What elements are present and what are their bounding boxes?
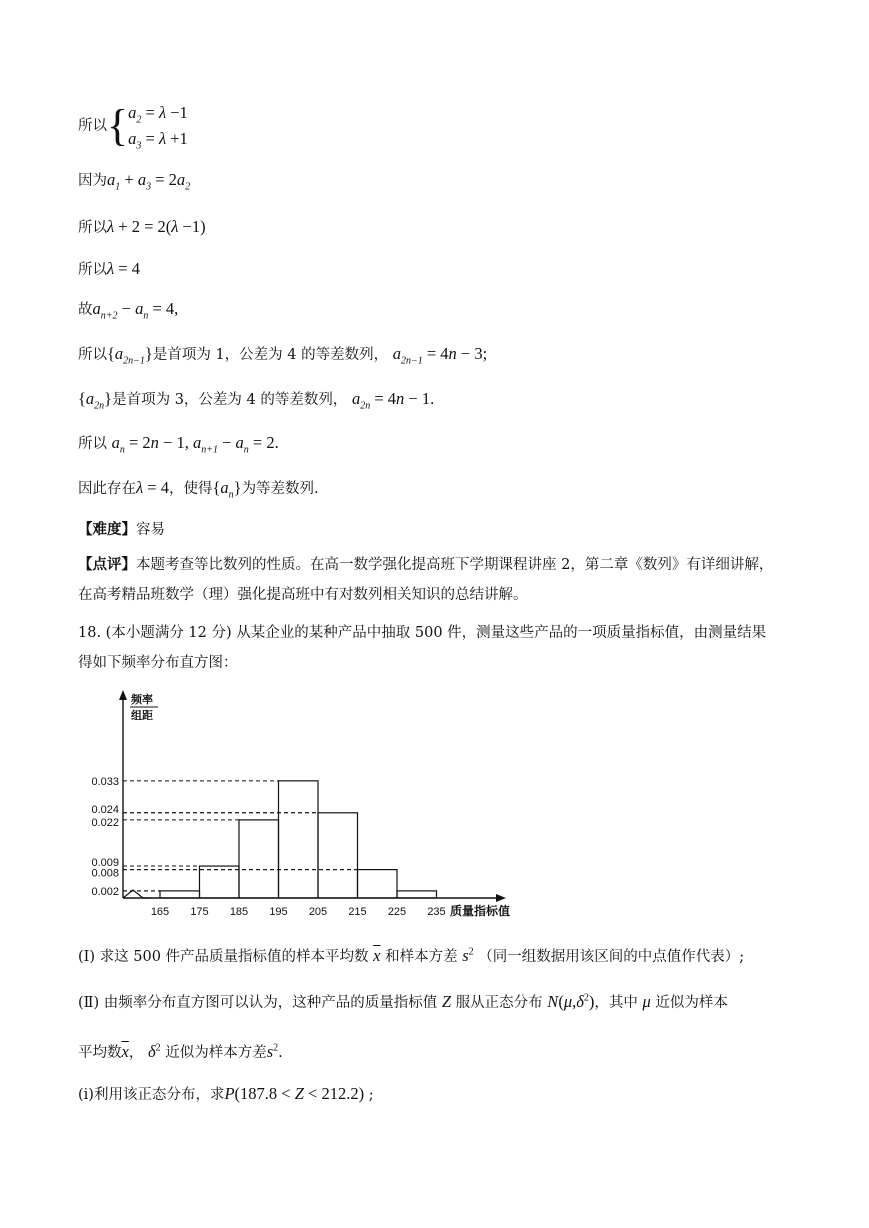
histogram-bar: [200, 866, 240, 898]
line-odd-seq: 所以$\{a_{2n-1}\}$是首项为 1，公差为 4 的等差数列， $a_{2n-1} = 4n - 3$;: [78, 344, 488, 367]
text-suoyi-2: 所以: [78, 220, 107, 236]
y-tick-label: 0.033: [91, 775, 119, 788]
x-tick-label: 235: [427, 906, 446, 918]
x-tick-label: 205: [308, 906, 328, 918]
comment-text-2: 在高考精品班数学（理）强化提高班中有对数列相关知识的总结讲解。: [78, 587, 528, 603]
difficulty-label: 【难度】: [78, 521, 136, 538]
difficulty-line: [78, 520, 165, 540]
text-gu: 故: [78, 302, 93, 318]
y-axis-arrow: [119, 690, 127, 700]
comment-block: [78, 550, 793, 610]
text-even-desc: 是首项为 3，公差为 4 的等差数列，: [112, 392, 348, 408]
text-suoyi-5: 所以: [78, 436, 107, 452]
y-tick-label: 0.002: [91, 885, 119, 898]
y-tick-label: 0.022: [91, 816, 119, 829]
part1-c: （同一组数据用该区间的中点值作代表）;: [478, 949, 745, 965]
line-conclusion: 因此存在λ = 4，使得$\{a_n\}$为等差数列.: [78, 478, 319, 501]
part2-a: (Ⅱ) 由频率分布直方图可以认为，这种产品的质量指标值: [78, 995, 438, 1011]
x-tick-label: 165: [150, 906, 170, 918]
text-conc-c: 为等差数列.: [241, 481, 319, 497]
system-line: 所以{$a_2 = \lambda -1$ $a_3 = \lambda +1$: [78, 101, 188, 152]
y-tick-label: 0.009: [91, 857, 119, 870]
part1-b: 和样本方差: [385, 949, 458, 965]
part-1: (Ⅰ) 求这 500 件产品质量指标值的样本平均数 $\overline{x}$ 和样本方差 $s^2$ （同一组数据用该区间的中点值作代表）;: [78, 946, 745, 965]
part2-g: 近似为样本方差: [165, 1045, 267, 1061]
line-even-seq: $\{a_{2n}\}$是首项为 3，公差为 4 的等差数列， $a_{2n} = 4n - 1$.: [78, 389, 435, 412]
part2-e: 平均数: [78, 1045, 122, 1061]
part-2-cont: 平均数$\overline{x}$， $\delta^2$ 近似为样本方差$s^2$.: [78, 1042, 283, 1061]
text-suoyi-3: 所以: [78, 262, 107, 278]
x-tick-label: 225: [387, 906, 407, 918]
histogram-bar: [358, 870, 398, 898]
histogram-bar: [279, 781, 319, 898]
line-diff: 故$a_{n+2} - a_n = 4$,: [78, 299, 179, 322]
line-lambda-4: 所以λ = 4: [78, 259, 140, 278]
difficulty-value: 容易: [136, 522, 165, 538]
histogram-bar: [160, 891, 200, 898]
line-lambda-eq: 所以λ + 2 = 2(λ −1): [78, 217, 206, 236]
q18-line-1: 18. (本小题满分 12 分) 从某企业的某种产品中抽取 500 件，测量这些产品的一项质量指标值，由测量结果: [78, 625, 767, 641]
text-suoyi: 所以: [78, 118, 107, 134]
part2-c: ，其中: [594, 995, 638, 1011]
x-tick-label: 185: [229, 906, 249, 918]
text-yinwei: 因为: [78, 173, 107, 189]
y-axis-label-top: 频率: [131, 694, 153, 706]
part3-a: (i)利用该正态分布，求: [78, 1087, 225, 1103]
x-tick-label: 195: [269, 906, 288, 918]
text-suoyi-4: 所以: [78, 347, 107, 363]
x-axis-label: 质量指标值: [450, 904, 511, 918]
frequency-histogram: [78, 686, 528, 934]
histogram-bar: [318, 813, 358, 898]
text-odd-desc: 是首项为 1，公差为 4 的等差数列，: [152, 347, 389, 363]
comment-text-1: 本题考查等比数列的性质。在高一数学强化提高班下学期课程讲座 2，第二章《数列》有详细讲解，: [136, 557, 774, 573]
part2-b: 服从正态分布: [455, 995, 543, 1011]
part3-b: ;: [368, 1087, 374, 1103]
histogram-bar: [239, 820, 279, 898]
question-18: [78, 618, 793, 678]
text-conc-a: 因此存在: [78, 481, 136, 497]
part2-d: 近似为样本: [655, 995, 728, 1011]
part-3: (i)利用该正态分布，求P(187.8 < Z < 212.2) ;: [78, 1084, 374, 1103]
histogram-bar: [397, 891, 437, 898]
part2-h: .: [278, 1045, 283, 1061]
line-an: 所以 $a_n = 2n - 1$, $a_{n+1} - a_n = 2$.: [78, 433, 279, 456]
x-tick-label: 175: [190, 906, 209, 918]
y-tick-label: 0.008: [91, 867, 119, 880]
q18-line-2: 得如下频率分布直方图：: [78, 655, 238, 671]
part2-f: ，: [128, 1045, 144, 1061]
part1-a: (Ⅰ) 求这 500 件产品质量指标值的样本平均数: [78, 949, 369, 965]
comment-label: 【点评】: [78, 556, 136, 573]
x-axis-arrow: [496, 894, 506, 902]
y-axis-label-bottom: 组距: [131, 710, 153, 722]
part-2: (Ⅱ) 由频率分布直方图可以认为，这种产品的质量指标值 Z 服从正态分布 $N(\mu,\delta^2)$，其中 μ 近似为样本: [78, 992, 728, 1011]
line-because: 因为$a_1 + a_3 = 2a_2$: [78, 170, 191, 193]
text-conc-b: ，使得: [168, 481, 213, 497]
y-tick-label: 0.024: [91, 803, 119, 816]
x-tick-label: 215: [348, 906, 367, 918]
